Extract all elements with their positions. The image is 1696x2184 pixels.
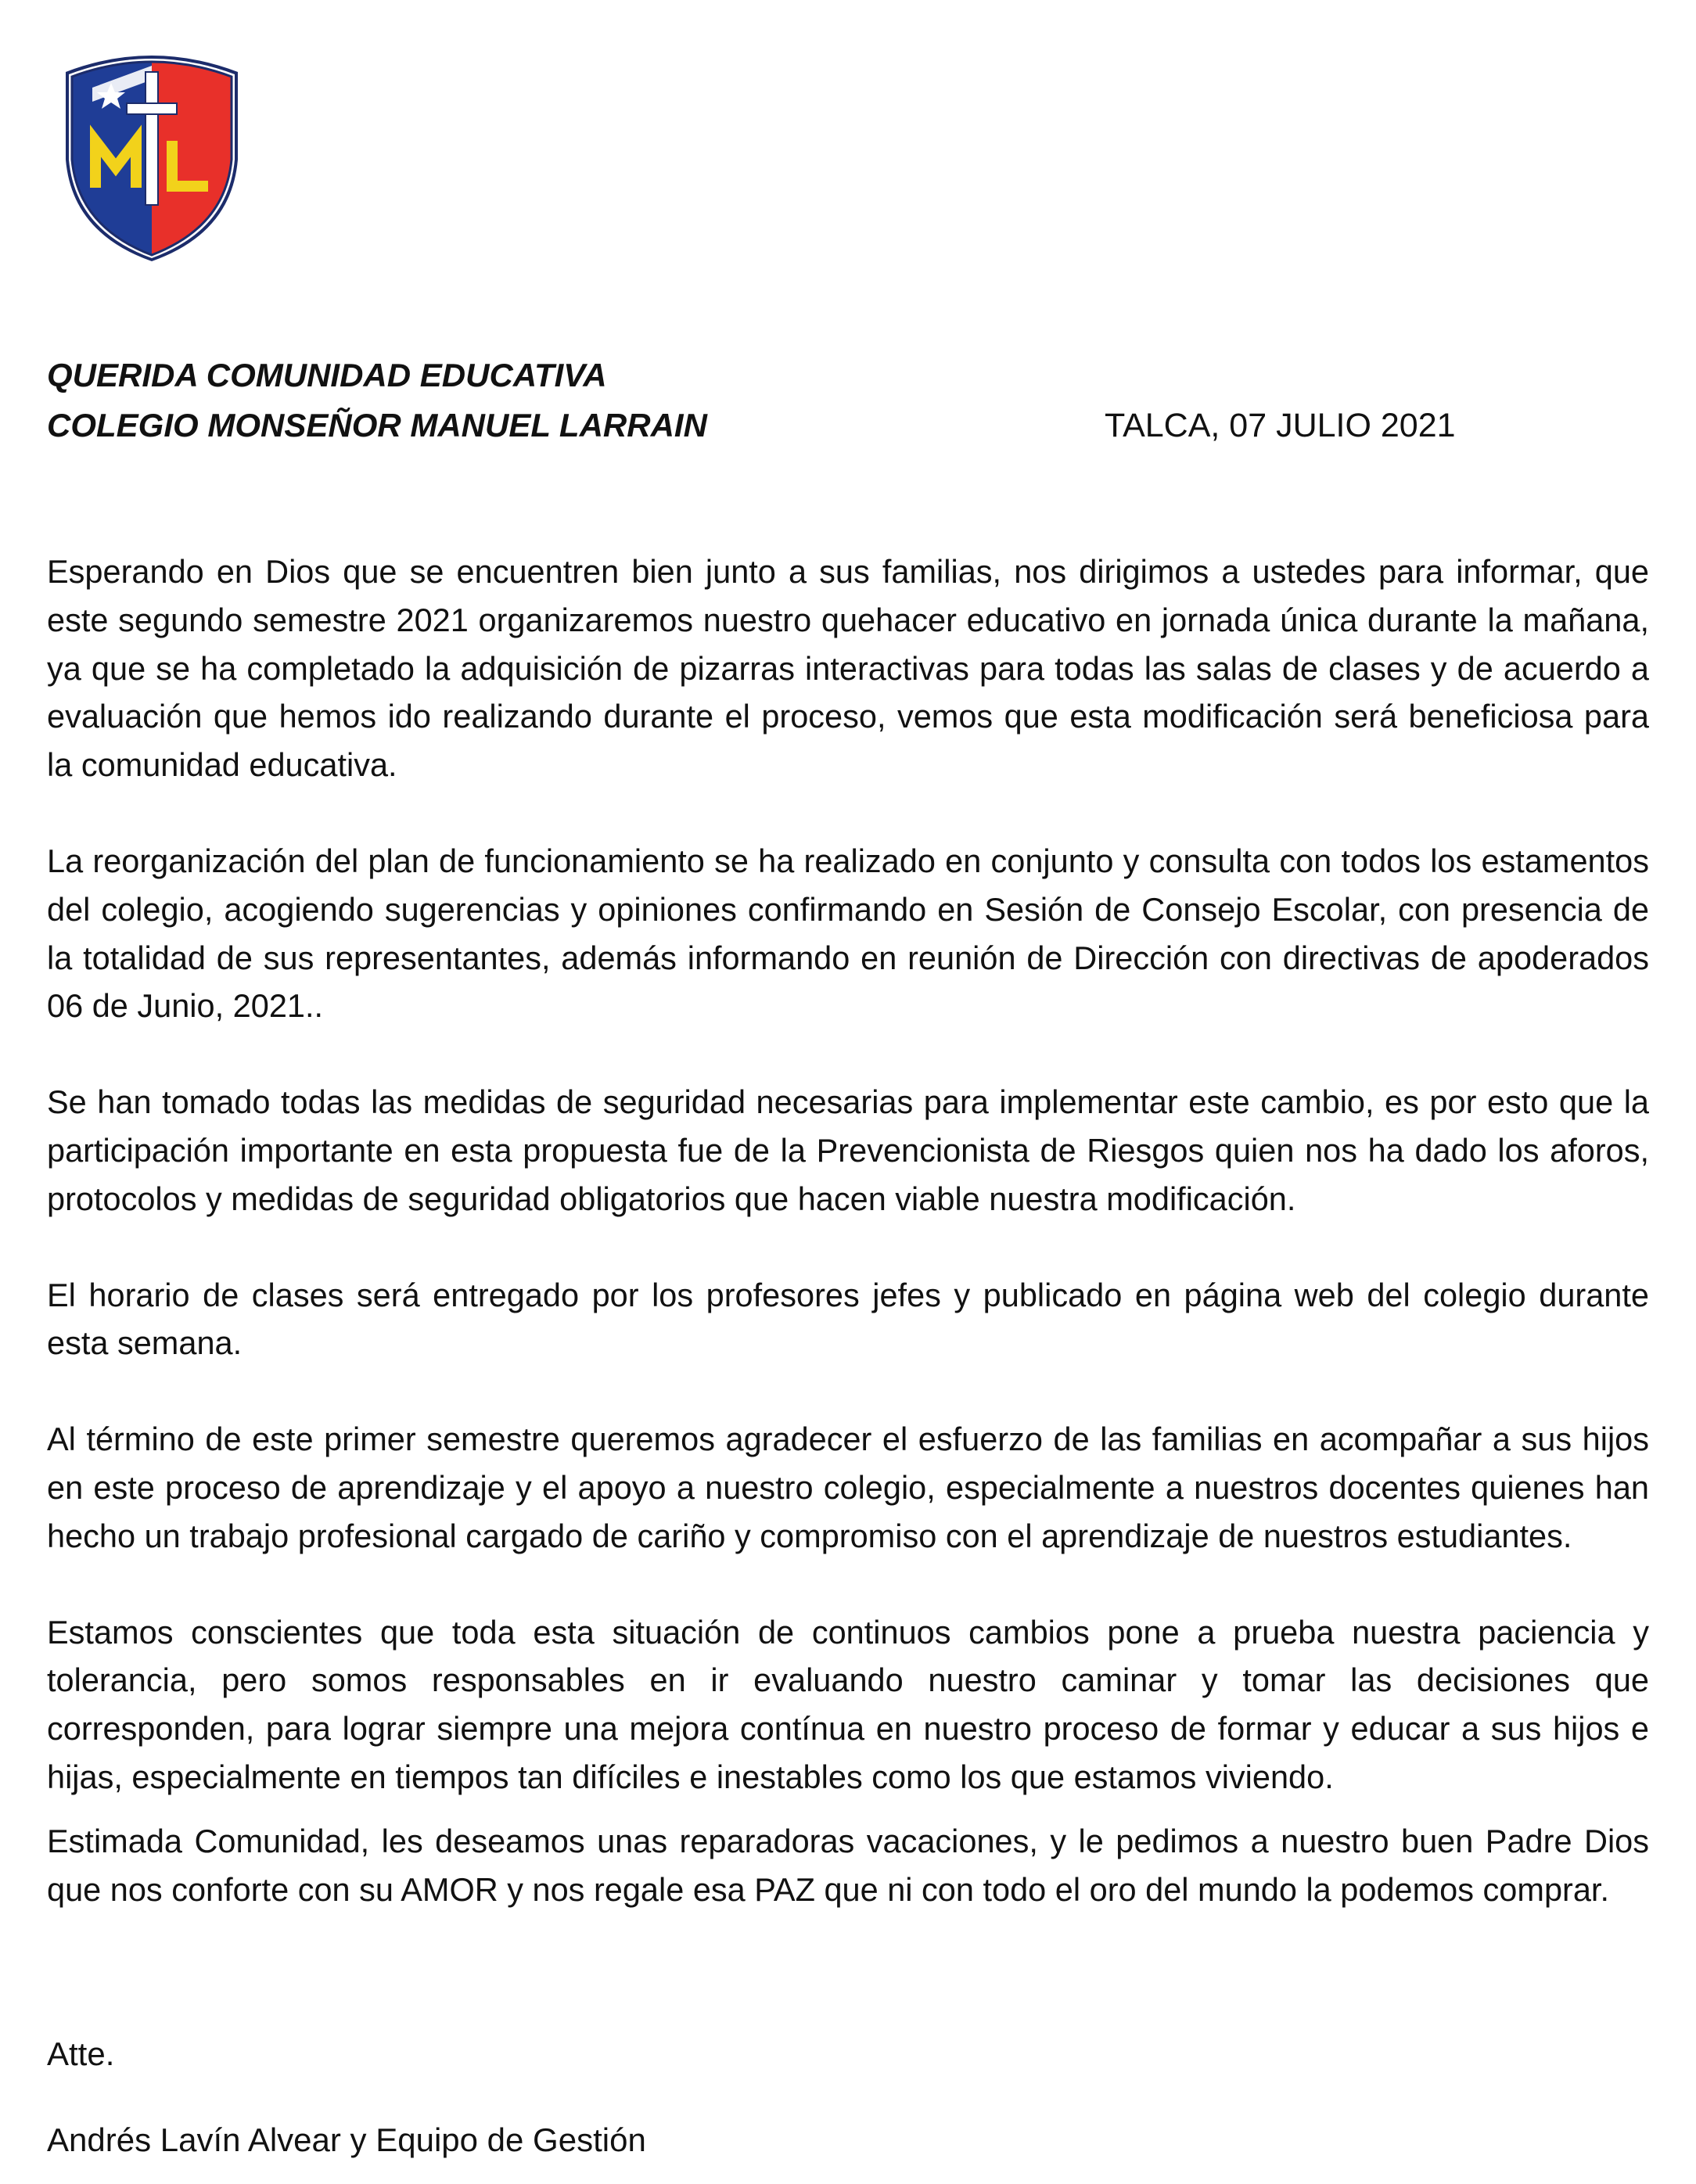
paragraph: La reorganización del plan de funcionamiento se ha realizado en conjunto y consulta con todos los estamentos del colegio, acogiendo sugerencias y opiniones confirmando en Sesión de Consejo Escolar, con presencia de la totalidad de sus representantes, además informando en reunión de Dirección con directivas de apoderados 06 de Junio, 2021.. [47, 842, 1649, 1025]
paragraph: El horario de clases será entregado por los profesores jefes y publicado en página web del colegio durante esta semana. [47, 1276, 1649, 1362]
school-crest-logo [61, 42, 243, 261]
letter-date: TALCA, 07 JULIO 2021 [1105, 407, 1456, 444]
paragraph: Se han tomado todas las medidas de seguridad necesarias para implementar este cambio, es por esto que la participación importante en esta propuesta fue de la Prevencionista de Riesgos quien nos ha dado los aforos, protocolos y medidas de seguridad obligatorios que hacen viable nuestra modificación. [47, 1083, 1649, 1217]
recipient-line-1: QUERIDA COMUNIDAD EDUCATIVA [47, 357, 607, 393]
paragraph: Esperando en Dios que se encuentren bien junto a sus familias, nos dirigimos a ustedes para informar, que este segundo semestre 2021 organizaremos nuestro quehacer educativo en jornada única durante la mañana, ya que se ha completado la adquisición de pizarras interactivas para todas las salas de clases y de acuerdo a evaluación que hemos ido realizando durante el proceso, vemos que esta modificación será beneficiosa para la comunidad educativa. [47, 553, 1649, 784]
paragraph: Estamos conscientes que toda esta situación de continuos cambios pone a prueba nuestra paciencia y tolerancia, pero somos responsables en ir evaluando nuestro caminar y tomar las decisiones que corresponden, para lograr siempre una mejora contínua en nuestro proceso de formar y educar a sus hijos e hijas, especialmente en tiempos tan difíciles e inestables como los que estamos viviendo. [47, 1613, 1649, 1795]
paragraph: Al término de este primer semestre queremos agradecer el esfuerzo de las familias en acompañar a sus hijos en este proceso de aprendizaje y el apoyo a nuestro colegio, especialmente a nuestros docentes quienes han hecho un trabajo profesional cargado de cariño y compromiso con el aprendizaje de nuestros estudiantes. [47, 1421, 1649, 1554]
signature: Andrés Lavín Alvear y Equipo de Gestión [47, 2121, 646, 2158]
recipient-line-2: COLEGIO MONSEÑOR MANUEL LARRAIN [47, 407, 707, 444]
closing-salutation: Atte. [47, 2035, 115, 2072]
paragraph: Estimada Comunidad, les deseamos unas reparadoras vacaciones, y le pedimos a nuestro buen Padre Dios que nos conforte con su AMOR y nos regale esa PAZ que ni con todo el oro del mundo la podemos comprar. [47, 1822, 1649, 1908]
letter-body [47, 548, 1649, 1961]
